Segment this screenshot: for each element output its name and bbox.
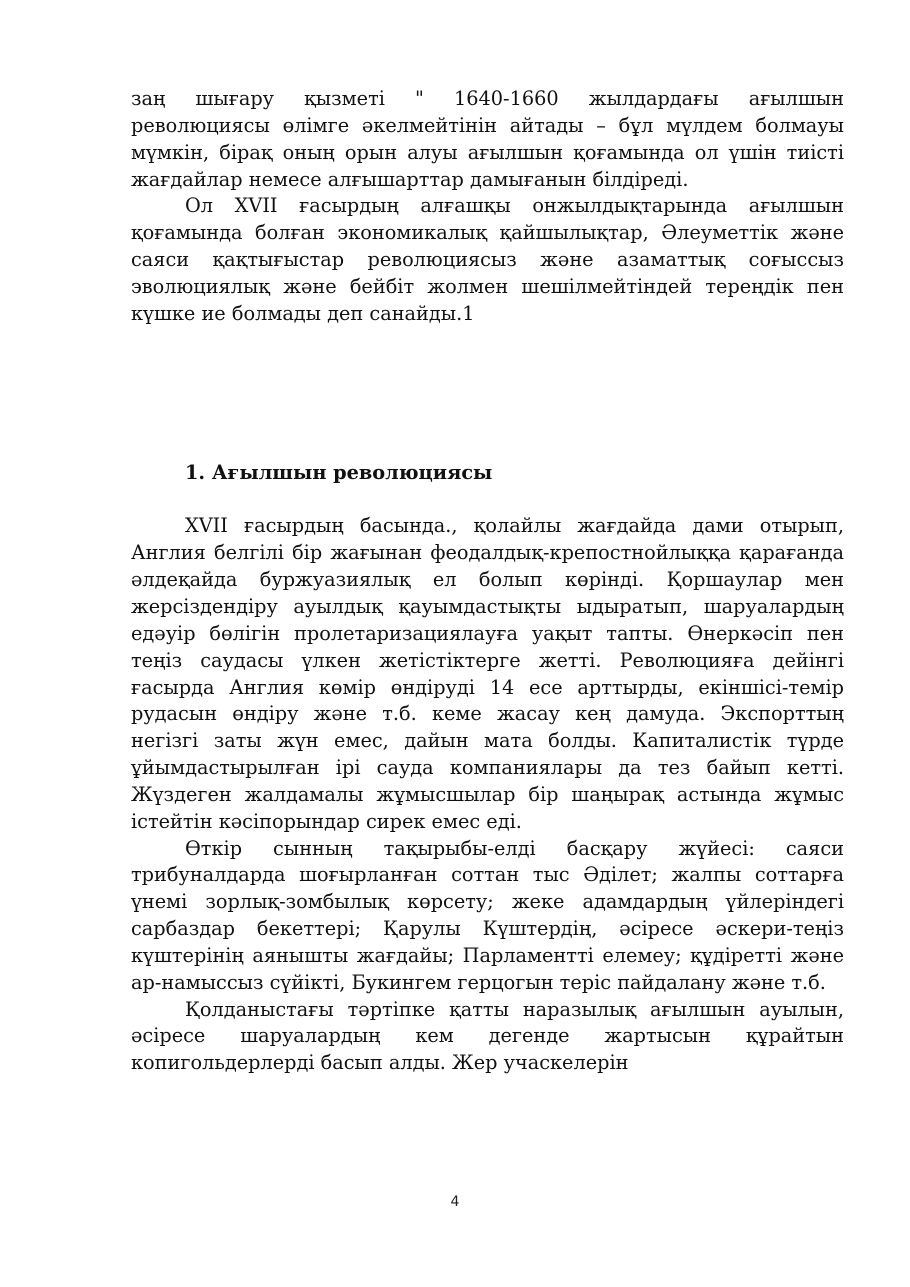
section-heading: 1. Ағылшын революциясы bbox=[185, 460, 493, 484]
paragraph-england-economy: XVII ғасырдың басында., қолайлы жағдайда дами отырып, Англия белгілі бір жағынан феодалдық-крепостнойлыққа қарағанда әлдеқайда буржуазиялық ел болып көрінді. Қоршаулар мен жерсіздендіру ауылдық қауымдастықты ыдыратып, шаруалардың едәуір бөлігін пролетаризациялауға уақыт тапты. Өнеркәсіп пен теңіз саудасы үлкен жетістіктерге жетті. Революцияға дейінгі ғасырда Англия көмір өндіруді 14 есе арттырды, екіншісі-темір рудасын өндіру және т.б. кеме жасау кең дамуда. Экспорттың негізгі заты жүн емес, дайын мата болды. Капиталистік түрде ұйымдастырылған ірі сауда компаниялары да тез байып кетті. Жүздеген жалдамалы жұмысшылар бір шаңырақ астында жұмыс істейтін кәсіпорындар сирек емес еді. bbox=[131, 514, 844, 833]
heading-gap bbox=[131, 486, 844, 513]
paragraph-criticism: Өткір сынның тақырыбы-елді басқару жүйесі: саяси трибуналдарда шоғырланған соттан тыс Әділет; жалпы соттарға үнемі зорлық-зомбылық көрсету; жеке адамдардың үйлеріндегі сарбаздар бекеттері; Қарулы Күштердің, әсіресе әскери-теңіз күштерінің аянышты жағдайы; Парламентті елемеу; құдіретті және ар-намыссыз сүйікті, Букингем герцогын теріс пайдалану және т.б. bbox=[131, 836, 844, 994]
paragraph-intro-summary: Ол XVII ғасырдың алғашқы онжылдықтарында ағылшын қоғамында болған экономикалық қайшылықтар, Әлеуметтік және саяси қақтығыстар революциясыз және азаматтық соғыссыз эволюциялық және бейбіт жолмен шешілмейтіндей тереңдік пен күшке ие болмады деп санайды.1 bbox=[131, 194, 844, 325]
document-page bbox=[131, 86, 844, 1077]
paragraph-discontent: Қолданыстағы тәртіпке қатты наразылық ағылшын ауылын, әсіресе шаруалардың кем дегенде жартысын құрайтын копигольдерлерді басып алды. Жер учаскелерін bbox=[131, 997, 844, 1075]
page-number: 4 bbox=[450, 1194, 460, 1210]
blank-space bbox=[131, 328, 844, 460]
paragraph-continuation: заң шығару қызметі " 1640-1660 жылдардағы ағылшын революциясы өлімге әкелмейтінін айтады – бұл мүлдем болмауы мүмкін, бірақ оның орын алуы ағылшын қоғамында ол үшін тиісті жағдайлар немесе алғышарттар дамығанын білдіреді. bbox=[131, 87, 844, 191]
